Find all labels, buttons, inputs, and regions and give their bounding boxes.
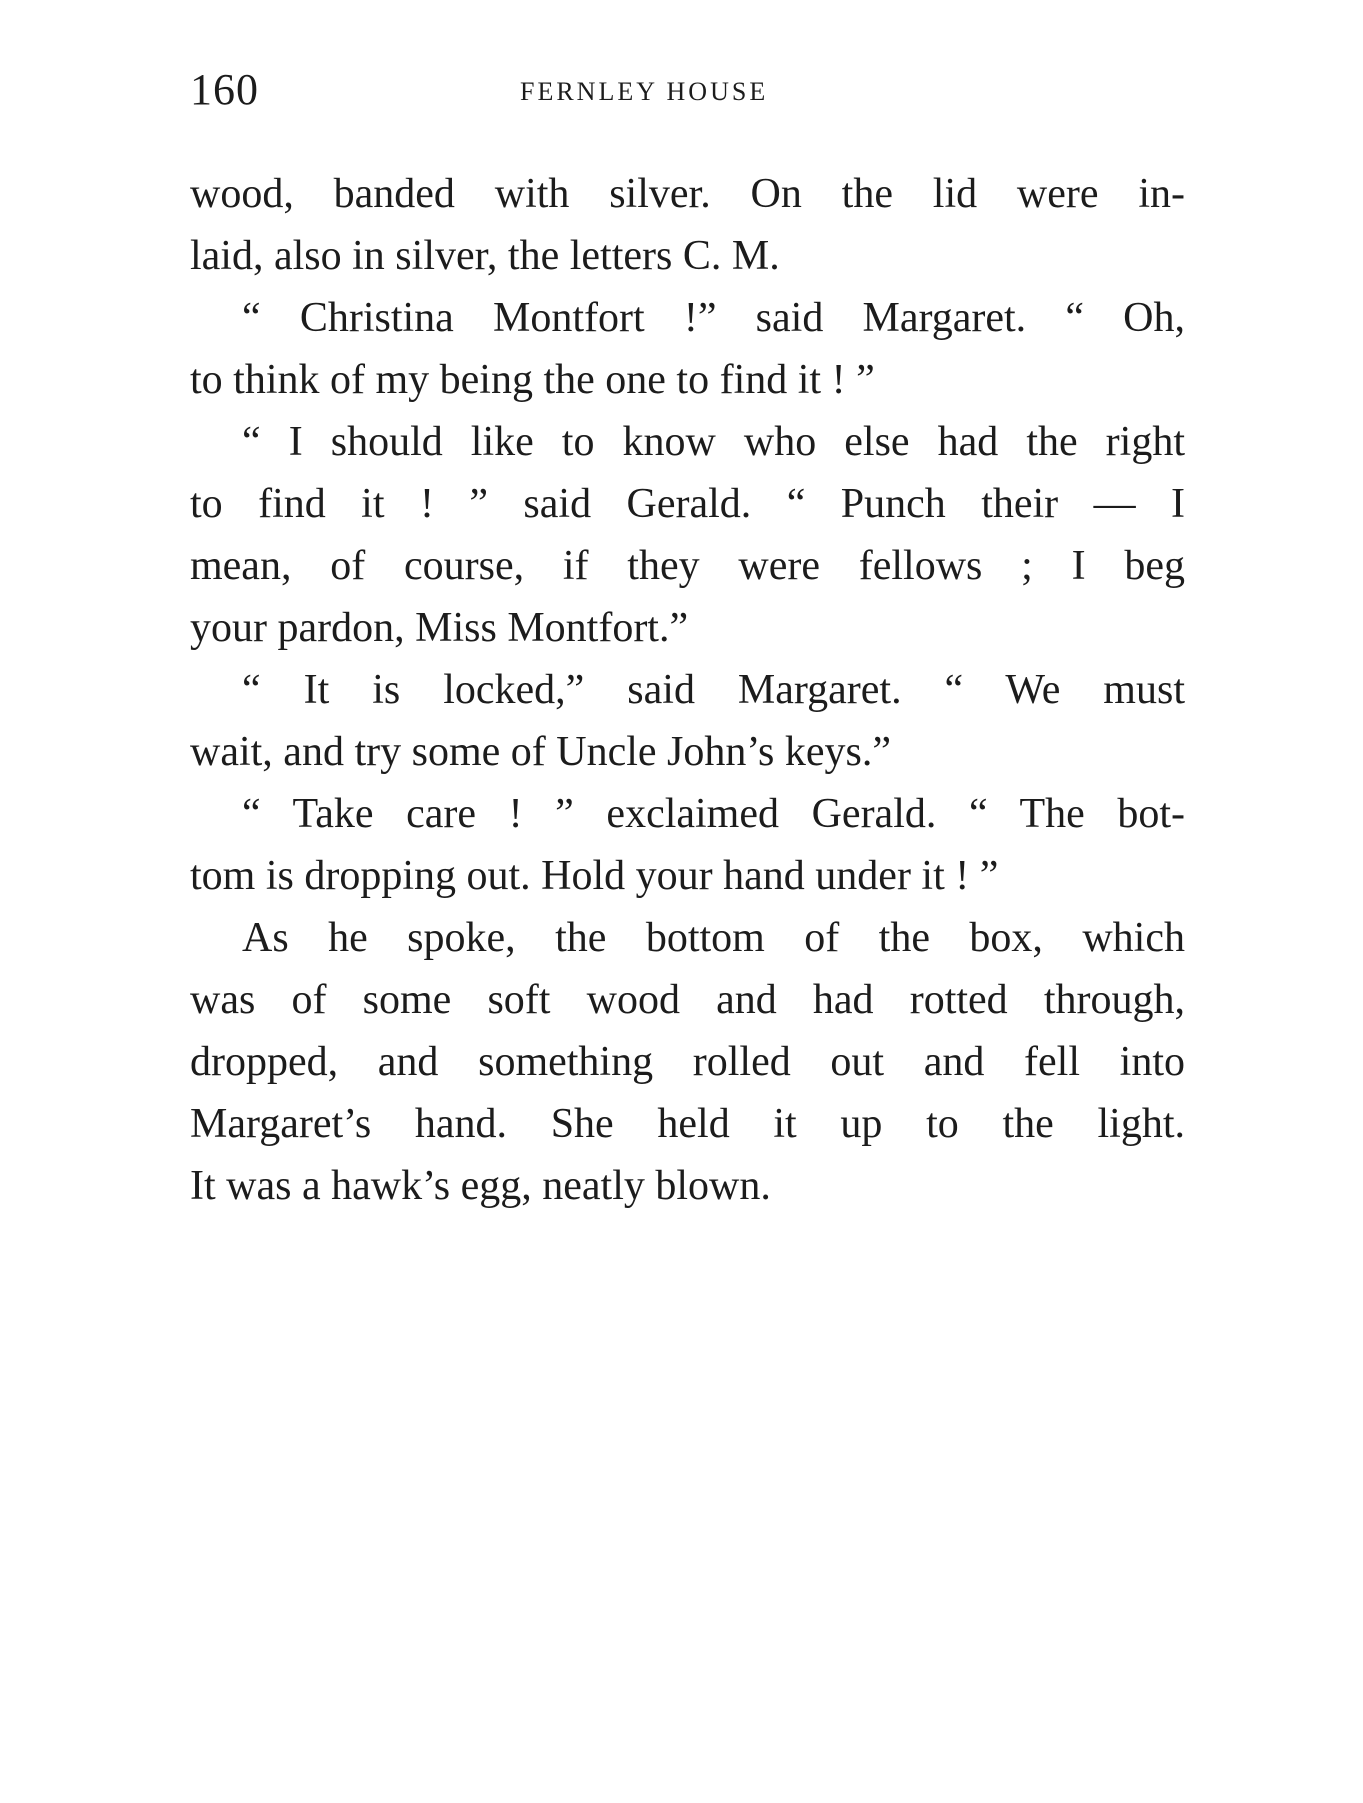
page-number: 160	[190, 65, 259, 114]
text-line: laid, also in silver, the letters C. M.	[190, 233, 780, 279]
text-line: “ It is locked,” said Margaret. “ We must	[242, 667, 1185, 713]
text-line: to find it ! ” said Gerald. “ Punch their — I	[190, 481, 1185, 527]
text-line: wood, banded with silver. On the lid were in-	[190, 171, 1185, 217]
text-line: to think of my being the one to find it ! ”	[190, 357, 875, 403]
text-line: your pardon, Miss Montfort.”	[190, 605, 689, 651]
text-line: wait, and try some of Uncle John’s keys.”	[190, 729, 892, 775]
text-line: dropped, and something rolled out and fell into	[190, 1039, 1185, 1085]
running-title: FERNLEY HOUSE	[520, 77, 769, 106]
text-line: It was a hawk’s egg, neatly blown.	[190, 1163, 771, 1209]
text-line: mean, of course, if they were fellows ; I beg	[190, 543, 1185, 589]
text-line: was of some soft wood and had rotted through,	[190, 977, 1185, 1023]
text-line: “ I should like to know who else had the right	[242, 419, 1185, 465]
text-line: Margaret’s hand. She held it up to the light.	[190, 1101, 1185, 1147]
text-line: “ Take care ! ” exclaimed Gerald. “ The bot-	[242, 791, 1185, 837]
text-line: “ Christina Montfort !” said Margaret. “ Oh,	[242, 295, 1185, 341]
running-head	[190, 60, 1185, 120]
text-line: As he spoke, the bottom of the box, which	[242, 915, 1185, 961]
body-text	[190, 163, 1185, 1217]
text-line: tom is dropping out. Hold your hand under it ! ”	[190, 853, 999, 899]
